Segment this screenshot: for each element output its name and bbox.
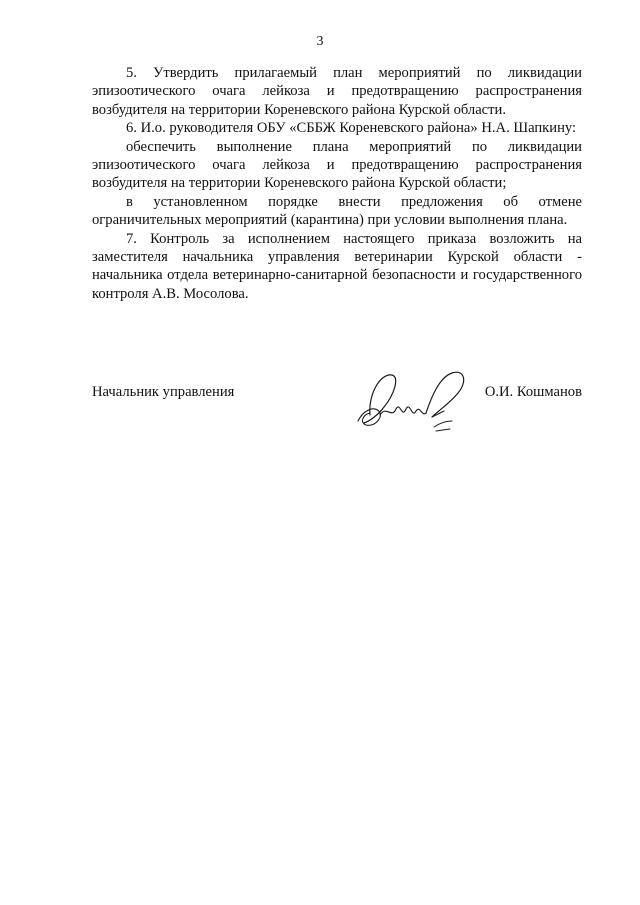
- order-body: [92, 64, 582, 303]
- paragraph-item-6: 6. И.о. руководителя ОБУ «СББЖ Кореневского района» Н.А. Шапкину:: [126, 120, 577, 137]
- page-number: 3: [316, 34, 324, 49]
- signature-block: [92, 384, 582, 444]
- signatory-name: О.И. Кошманов: [484, 384, 582, 400]
- paragraph-item-7: 7. Контроль за исполнением настоящего приказа возложить на заместителя начальника управления ветеринарии Курской области - начальника отдела ветеринарно-санитарной безопасности и государственного контроля А.В. Мосолова.: [92, 230, 582, 302]
- paragraph-item-5: 5. Утвердить прилагаемый план мероприятий по ликвидации эпизоотического очага лейкоза и предотвращению распространения возбудителя на территории Кореневского района Курской области.: [92, 65, 582, 118]
- paragraph-item-6-duty-1: обеспечить выполнение плана мероприятий по ликвидации эпизоотического очага лейкоза и предотвращению распространения возбудителя на территории Кореневского района Курской области;: [92, 138, 582, 192]
- signatory-title: Начальник управления: [92, 384, 235, 400]
- paragraph-item-6-duty-2: в установленном порядке внести предложения об отмене ограничительных мероприятий (карантина) при условии выполнения плана.: [92, 193, 582, 229]
- handwritten-signature: [340, 365, 480, 440]
